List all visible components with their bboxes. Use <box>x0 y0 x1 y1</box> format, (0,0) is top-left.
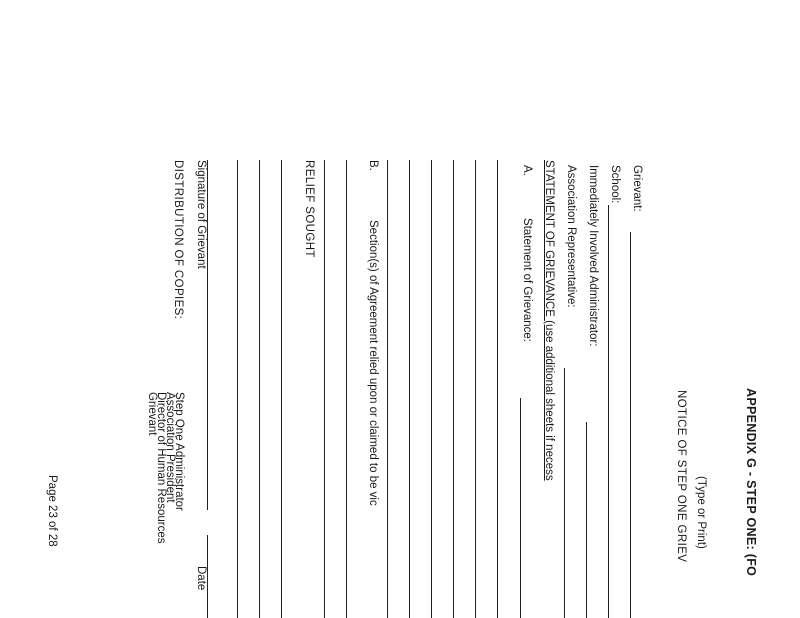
relief-sought-heading: RELIEF SOUGHT <box>303 160 315 258</box>
page-number: Page 23 of 28 <box>46 475 58 547</box>
signature-line[interactable] <box>207 160 208 510</box>
grievant-label: Grievant: <box>631 165 643 212</box>
sections-of-agreement-label: Section(s) of Agreement relied upon or claimed to be vic <box>367 220 379 506</box>
association-rep-label: Association Representative: <box>565 165 577 308</box>
school-line[interactable] <box>608 205 609 618</box>
distribution-item: Association President <box>164 392 176 503</box>
statement-line-6[interactable] <box>409 160 410 618</box>
statement-heading: STATEMENT OF GRIEVANCE (use additional sheets if necess <box>543 160 555 481</box>
date-line[interactable] <box>207 535 208 618</box>
statement-of-grievance-label: Statement of Grievance: <box>521 218 533 343</box>
relief-line-3[interactable] <box>237 160 238 618</box>
administrator-line[interactable] <box>586 422 587 618</box>
signature-label: Signature of Grievant <box>195 160 207 269</box>
notice-title: NOTICE OF STEP ONE GRIEV <box>675 390 687 563</box>
sections-line-2[interactable] <box>324 160 325 618</box>
statement-line-4[interactable] <box>453 160 454 618</box>
association-rep-line[interactable] <box>564 368 565 618</box>
school-label: School: <box>609 165 621 204</box>
distribution-label: DISTRIBUTION OF COPIES: <box>172 160 184 320</box>
date-label: Date <box>195 566 207 591</box>
statement-line-5[interactable] <box>431 160 432 618</box>
statement-line-2[interactable] <box>497 160 498 618</box>
statement-line-7[interactable] <box>387 160 388 618</box>
grievant-line[interactable] <box>630 232 631 618</box>
relief-line-2[interactable] <box>259 160 260 618</box>
type-or-print-note: (Type or Print) <box>695 476 707 549</box>
relief-line-1[interactable] <box>281 160 282 618</box>
appendix-title: APPENDIX G - STEP ONE: (FO <box>744 388 758 577</box>
distribution-item: Step One Administrator <box>173 392 185 511</box>
distribution-item: Director of Human Resources <box>155 392 167 544</box>
section-a-letter: A. <box>521 165 533 176</box>
distribution-list <box>147 392 183 543</box>
section-b-letter: B. <box>367 160 379 171</box>
administrator-label: Immediately Involved Administrator: <box>587 165 599 347</box>
sections-line-1[interactable] <box>346 160 347 618</box>
distribution-item: Grievant <box>146 392 158 436</box>
statement-line-1[interactable] <box>520 398 521 618</box>
statement-line-3[interactable] <box>475 160 476 618</box>
